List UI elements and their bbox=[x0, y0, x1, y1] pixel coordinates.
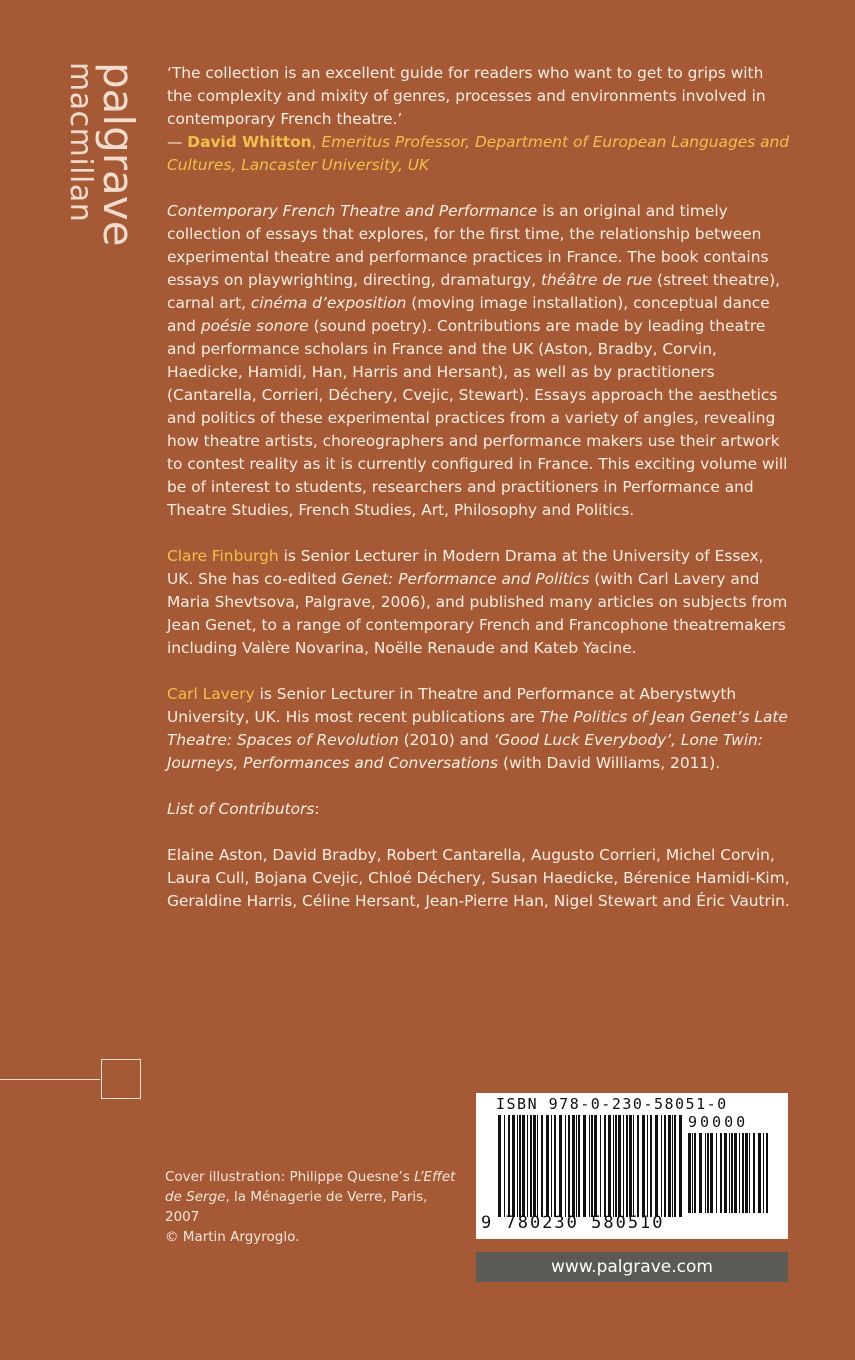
barcode-bar bbox=[763, 1133, 764, 1213]
barcode-bar bbox=[546, 1115, 549, 1217]
barcode-bar bbox=[734, 1133, 737, 1213]
barcode-bar bbox=[522, 1115, 525, 1217]
contributors-colon: : bbox=[314, 800, 320, 818]
barcode-bar bbox=[576, 1115, 577, 1217]
credit-text-2: , la Ménagerie de Verre, Paris, 2007 bbox=[165, 1189, 428, 1225]
quote-author: David Whitton bbox=[187, 133, 312, 151]
barcode-bar bbox=[699, 1133, 702, 1213]
barcode-bar bbox=[692, 1133, 693, 1213]
barcode-bar bbox=[724, 1133, 727, 1213]
barcode-bar bbox=[749, 1133, 750, 1213]
barcode-bar bbox=[559, 1115, 562, 1217]
editor-name: Clare Finburgh bbox=[167, 547, 279, 565]
barcode-bar bbox=[739, 1133, 740, 1213]
barcode-bar bbox=[519, 1115, 521, 1217]
barcode-bar bbox=[517, 1115, 518, 1217]
barcode-bar bbox=[633, 1115, 634, 1217]
barcode-bars-addon bbox=[688, 1133, 772, 1213]
contributors-heading-text: List of Contributors bbox=[167, 800, 315, 818]
bio-italic-1: Genet: Performance and Politics bbox=[341, 570, 590, 588]
barcode-bar bbox=[623, 1115, 624, 1217]
description-italic-2: cinéma d’exposition bbox=[250, 294, 407, 312]
barcode-bar bbox=[498, 1115, 501, 1217]
barcode-bar bbox=[647, 1115, 648, 1217]
description-text-4: (sound poetry). Contributions are made by leading theatre and performance scholars in France and the UK (Aston, Bradby, Corvin, Haedicke, Hamidi, Han, Harris and Hersant), as well as by practitioners (Cantarella, Corrieri, Déchery, Cvejic, Stewart). Essays approach the aesthetics and politics of these experimental practices from a variety of angles, revealing how theatre artists, choreographers and performance makers use their artwork to contest reality as it is currently configured in France. This exciting volume will be of interest to students, researchers and practitioners in Performance and Theatre Studies, French Studies, Art, Philosophy and Politics. bbox=[167, 317, 788, 519]
barcode-bar bbox=[664, 1115, 666, 1217]
barcode-bar bbox=[705, 1133, 706, 1213]
barcode-bar bbox=[533, 1115, 536, 1217]
barcode-bar bbox=[707, 1133, 709, 1213]
bio-text-3: (with David Williams, 2011). bbox=[498, 754, 721, 772]
barcode-bar bbox=[672, 1115, 673, 1217]
barcode-bar bbox=[508, 1115, 510, 1217]
publisher-website: www.palgrave.com bbox=[476, 1252, 788, 1282]
crop-mark-box bbox=[101, 1059, 141, 1099]
barcode-bar bbox=[637, 1115, 639, 1217]
barcode-bar bbox=[589, 1115, 590, 1217]
barcode-bar bbox=[753, 1133, 755, 1213]
barcode-bar bbox=[766, 1133, 768, 1213]
logo-word-macmillan: macmillan bbox=[63, 62, 98, 223]
barcode-bar bbox=[583, 1115, 586, 1217]
barcode-bar bbox=[512, 1115, 515, 1217]
contributors-heading bbox=[167, 798, 792, 821]
barcode-bar bbox=[758, 1133, 761, 1213]
credit-italic: L’Effet de Serge bbox=[165, 1169, 456, 1205]
cover-illustration-credit bbox=[165, 1167, 465, 1247]
barcode-bar bbox=[629, 1115, 632, 1217]
barcode-bar bbox=[650, 1115, 652, 1217]
barcode-bar bbox=[626, 1115, 628, 1217]
endorsement-quote bbox=[167, 62, 792, 177]
bio-text-2: (2010) and bbox=[398, 731, 494, 749]
crop-mark-line bbox=[0, 1079, 100, 1080]
description-italic-1: théâtre de rue bbox=[540, 271, 653, 289]
isbn-label: ISBN 978-0-230-58051-0 bbox=[496, 1095, 728, 1113]
description-text-3: (moving image installation), conceptual dance and bbox=[167, 294, 770, 335]
editor-name: Carl Lavery bbox=[167, 685, 255, 703]
barcode-bar bbox=[745, 1133, 748, 1213]
barcode-bar bbox=[541, 1115, 543, 1217]
editor-bio-lavery bbox=[167, 683, 792, 775]
quote-text: ‘The collection is an excellent guide for readers who want to get to grips with the complexity and mixity of genres, processes and environments involved in contemporary French theatre.’ bbox=[167, 64, 766, 128]
barcode-addon-number: 90000 bbox=[688, 1113, 749, 1131]
barcode-bar bbox=[674, 1115, 676, 1217]
barcode-bar bbox=[731, 1133, 733, 1213]
credit-copyright: © Martin Argyroglo. bbox=[165, 1229, 300, 1245]
editor-bio-finburgh bbox=[167, 545, 792, 660]
barcode-bar bbox=[613, 1115, 614, 1217]
contributors-list: Elaine Aston, David Bradby, Robert Cantarella, Augusto Corrieri, Michel Corvin, Laura Cull, Bojana Cvejic, Chloé Déchery, Susan Haedicke, Bérenice Hamidi-Kim, Geraldine Harris, Céline Hersant, Jean-Pierre Han, Nigel Stewart and Éric Vautrin. bbox=[167, 846, 790, 910]
bio-text-1: is Senior Lecturer in Modern Drama at the University of Essex, UK. She has co-edited bbox=[167, 547, 764, 588]
barcode-bar bbox=[530, 1115, 532, 1217]
barcode-bar bbox=[720, 1133, 722, 1213]
quote-separator: , bbox=[311, 133, 322, 151]
bio-italic-1: The Politics of Jean Genet’s Late Theatre: Spaces of Revolution bbox=[167, 708, 788, 749]
barcode-bar bbox=[504, 1115, 505, 1217]
book-description bbox=[167, 200, 792, 522]
credit-text-1: Cover illustration: Philippe Quesne’s bbox=[165, 1169, 415, 1185]
barcode-bar bbox=[716, 1133, 717, 1213]
logo-word-palgrave: palgrave bbox=[94, 62, 143, 247]
barcode-bar bbox=[729, 1133, 730, 1213]
barcode-bar bbox=[568, 1115, 570, 1217]
barcode-bar bbox=[668, 1115, 671, 1217]
ean-digits: 9 780230 580510 bbox=[481, 1213, 665, 1233]
barcode-bar bbox=[742, 1133, 744, 1213]
barcode-bar bbox=[572, 1115, 575, 1217]
isbn-barcode bbox=[476, 1093, 788, 1239]
quote-dash: — bbox=[167, 133, 188, 151]
barcode-bar bbox=[694, 1133, 696, 1213]
quote-author-role: Emeritus Professor, Department of European Languages and Cultures, Lancaster University, UK bbox=[167, 133, 790, 174]
barcode-bar bbox=[594, 1115, 597, 1217]
bio-text-1: is Senior Lecturer in Theatre and Performance at Aberystwyth University, UK. His most recent publications are bbox=[167, 685, 737, 726]
barcode-bar bbox=[661, 1115, 662, 1217]
book-title: Contemporary French Theatre and Performance bbox=[167, 202, 538, 220]
cover-text bbox=[167, 62, 792, 913]
barcode-bar bbox=[578, 1115, 580, 1217]
barcode-bar bbox=[642, 1115, 645, 1217]
barcode-bar bbox=[554, 1115, 556, 1217]
barcode-bar bbox=[710, 1133, 713, 1213]
barcode-bar bbox=[565, 1115, 566, 1217]
barcode-bar bbox=[679, 1115, 682, 1217]
barcode-bar bbox=[527, 1115, 528, 1217]
barcode-bar bbox=[608, 1115, 611, 1217]
barcode-bar bbox=[600, 1115, 601, 1217]
bio-text-2: (with Carl Lavery and Maria Shevtsova, Palgrave, 2006), and published many articles on subjects from Jean Genet, to a range of contemporary French and Francophone theatremakers including Valère Novarina, Noëlle Renaude and Kateb Yacine. bbox=[167, 570, 788, 657]
barcode-bar bbox=[537, 1115, 538, 1217]
barcode-bar bbox=[604, 1115, 606, 1217]
description-italic-3: poésie sonore bbox=[200, 317, 309, 335]
barcode-bars-main bbox=[498, 1115, 682, 1217]
description-text-1: is an original and timely collection of essays that explores, for the first time, the relationship between experimental theatre and performance practices in France. The book contains essays on playwrighting, directing, dramaturgy, bbox=[167, 202, 769, 289]
publisher-logo bbox=[60, 62, 143, 252]
barcode-bar bbox=[551, 1115, 552, 1217]
barcode-bar bbox=[688, 1133, 691, 1213]
description-text-2: (street theatre), carnal art, bbox=[167, 271, 780, 312]
barcode-bar bbox=[591, 1115, 593, 1217]
bio-italic-2: ‘Good Luck Everybody’, Lone Twin: Journeys, Performances and Conversations bbox=[167, 731, 763, 772]
barcode-bar bbox=[615, 1115, 617, 1217]
barcode-bar bbox=[618, 1115, 621, 1217]
barcode-bar bbox=[655, 1115, 658, 1217]
